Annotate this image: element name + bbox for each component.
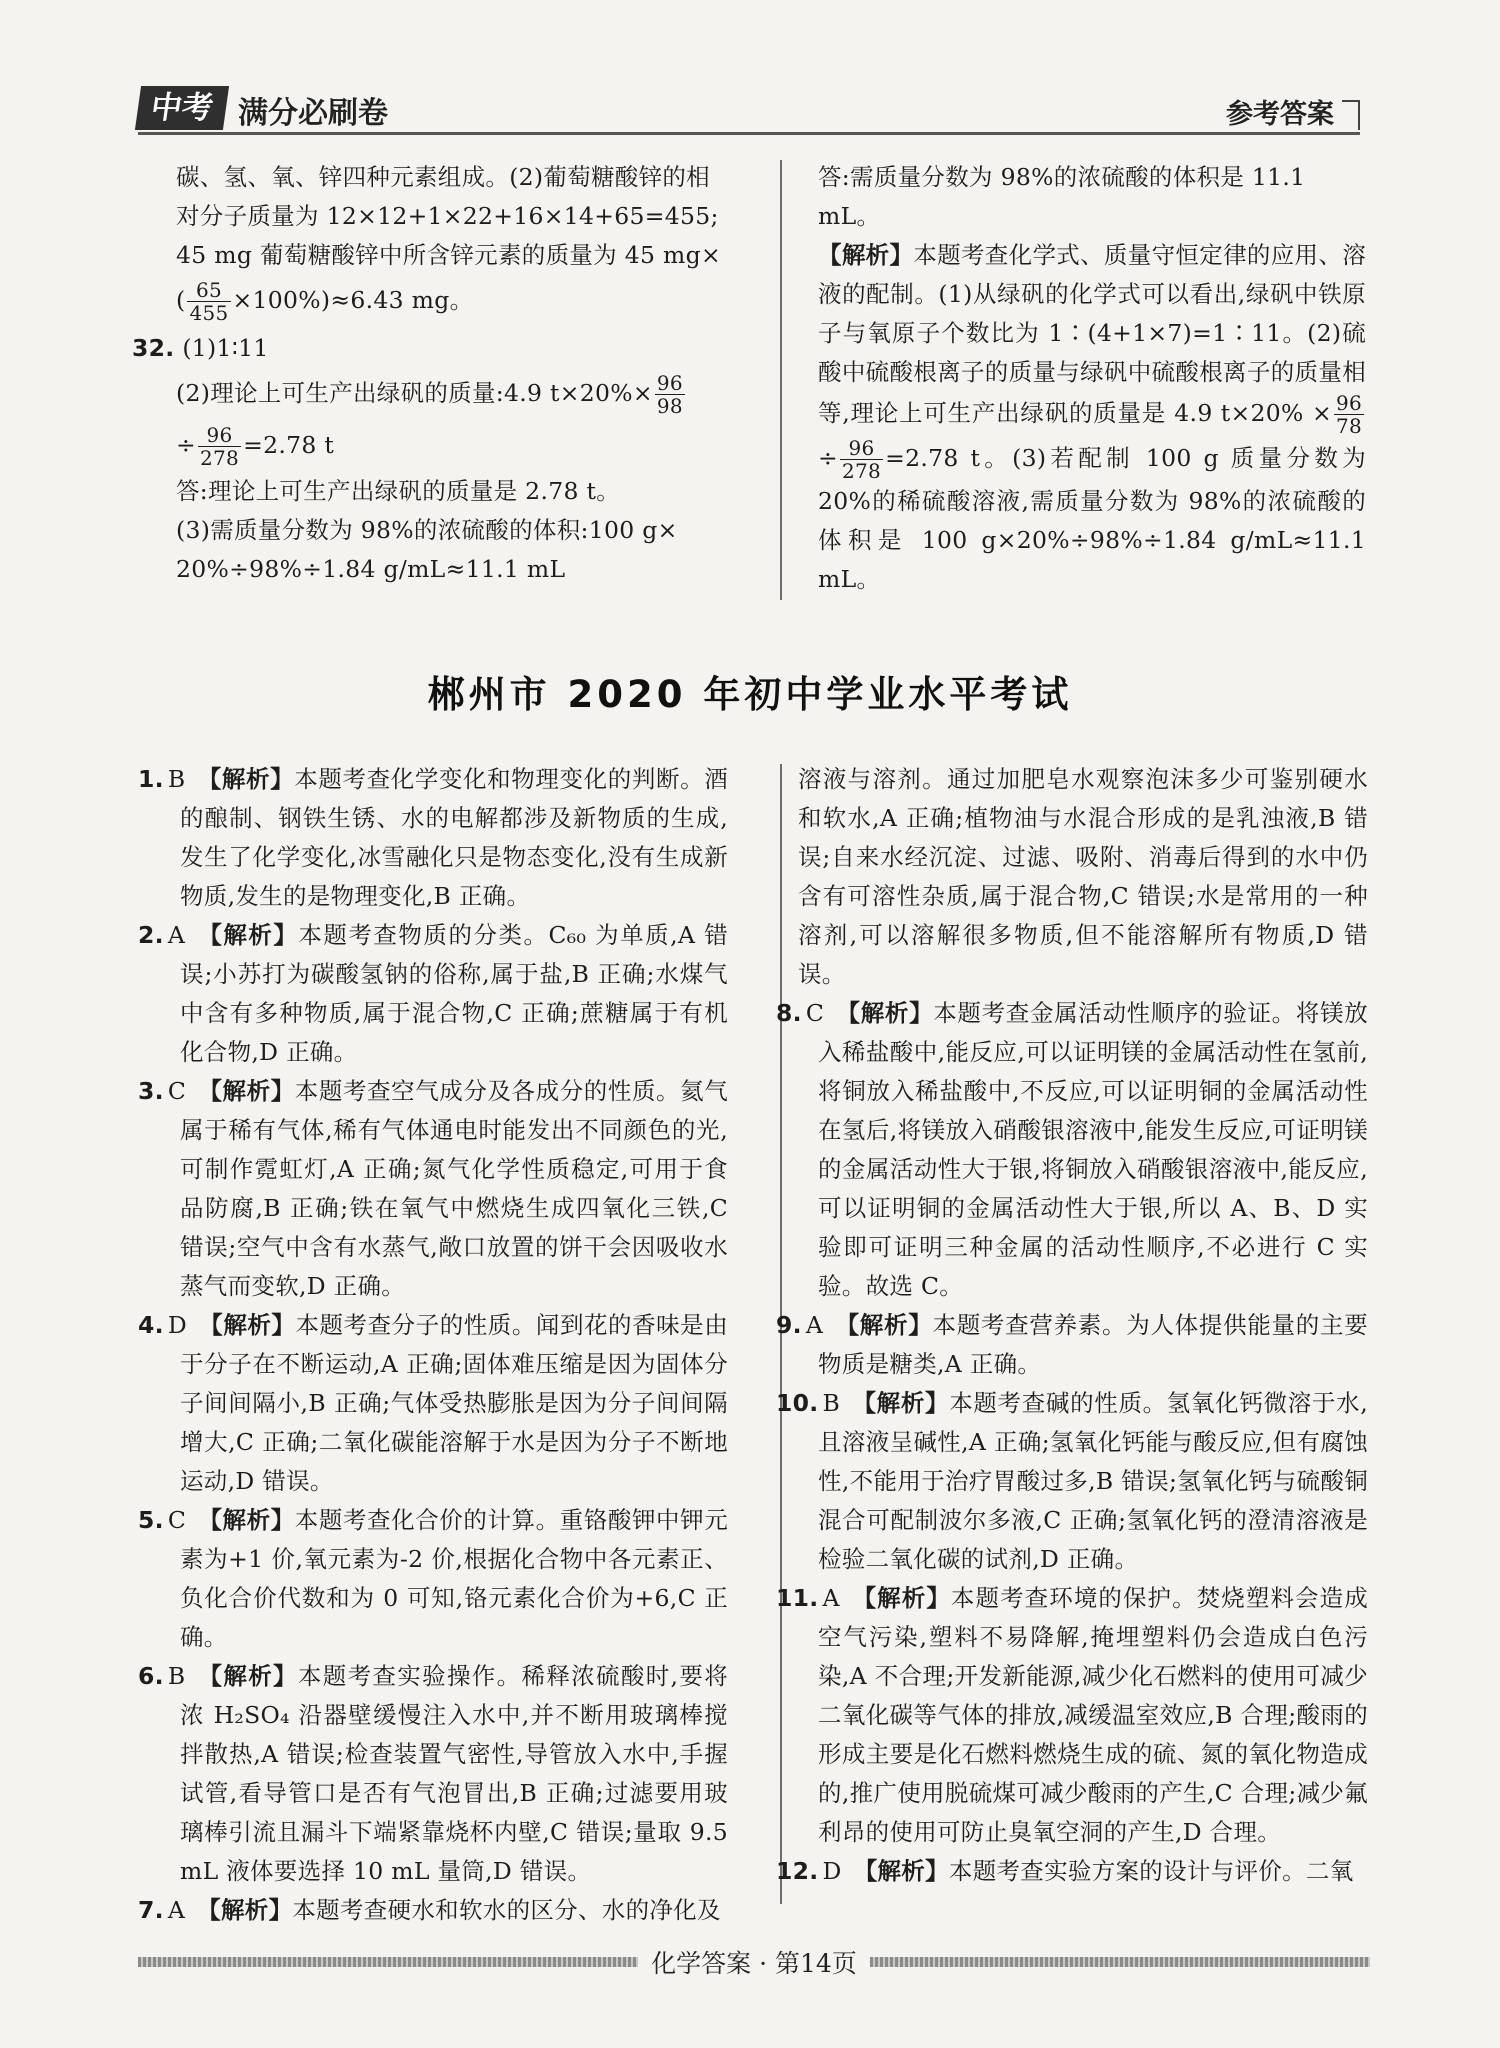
analysis-tag: 【解析】: [198, 1506, 295, 1534]
question-number: 1.: [138, 765, 164, 793]
text-line: 答:需质量分数为 98%的浓硫酸的体积是 11.1: [818, 163, 1306, 191]
text-line: 对分子质量为 12×12+1×22+16×14+65=455;: [176, 202, 719, 230]
question-number: 8.: [776, 999, 802, 1027]
analysis-text: 本题考查空气成分及各成分的性质。氦气属于稀有气体,稀有气体通电时能发出不同颜色的光,可制作霓虹灯,A 正确;氮气化学性质稳定,可用于食品防腐,B 正确;铁在氧气中燃烧生成四氧化三铁,C 错误;空气中含有水蒸气,敞口放置的饼干会因吸收水蒸气而变软,D 正确。: [180, 1077, 729, 1300]
answer-item: [138, 916, 728, 1072]
text-line: 45 mg 葡萄糖酸锌中所含锌元素的质量为 45 mg×: [176, 241, 721, 269]
analysis-text: 本题考查营养素。为人体提供能量的主要物质是糖类,A 正确。: [818, 1311, 1368, 1378]
brand-logo: 中考: [135, 86, 229, 130]
question-number: 5.: [138, 1506, 164, 1534]
analysis-tag: 【解析】: [197, 921, 299, 949]
question-number: 32.: [132, 334, 175, 362]
answer-item: [776, 1579, 1368, 1852]
column-divider: [780, 160, 782, 600]
answer-letter: C: [167, 1506, 187, 1534]
page-footer: [138, 1940, 1370, 1980]
answer-letter: A: [167, 1896, 186, 1924]
analysis-text: 本题考查实验方案的设计与评价。二氧: [948, 1857, 1354, 1885]
top-right-column: [818, 158, 1366, 599]
analysis-tag: 【解析】: [835, 1311, 933, 1339]
answer-letter: B: [167, 765, 186, 793]
text-line: (3)需质量分数为 98%的浓硫酸的体积:100 g×: [176, 516, 678, 544]
answer-letter: A: [822, 1584, 840, 1612]
fraction: $\frac{96}{98}$: [656, 371, 683, 418]
book-title: 满分必刷卷: [238, 96, 388, 131]
analysis-text: 本题考查碱的性质。氢氧化钙微溶于水,且溶液呈碱性,A 正确;氢氧化钙能与酸反应,但有腐蚀性,不能用于治疗胃酸过多,B 错误;氢氧化钙与硫酸铜混合可配制波尔多液,C 正确;氢氧化钙的澄清溶液是检验二氧化碳的试剂,D 正确。: [818, 1389, 1368, 1573]
text-line: 碳、氢、氧、锌四种元素组成。(2)葡萄糖酸锌的相: [176, 163, 710, 191]
analysis-tag: 【解析】: [853, 1857, 949, 1885]
analysis-tag: 【解析】: [836, 999, 934, 1027]
analysis-tag: 【解析】: [197, 765, 295, 793]
answer-item: [138, 760, 728, 916]
continued-text: 溶液与溶剂。通过加肥皂水观察泡沫多少可鉴别硬水和软水,A 正确;植物油与水混合形成的是乳浊液,B 错误;自来水经沉淀、过滤、吸附、消毒后得到的水中仍含有可溶性杂质,属于混合物,C 错误;水是常用的一种溶剂,可以溶解很多物质,但不能溶解所有物质,D 错误。: [798, 765, 1368, 988]
text-line: ÷ $\frac{96}{278}$ =2.78 t: [176, 423, 335, 470]
question-number: 2.: [138, 921, 164, 949]
header-rule: [138, 132, 1360, 135]
answer-item: [776, 1306, 1368, 1384]
question-number: 9.: [776, 1311, 802, 1339]
answer-item: [138, 1657, 728, 1891]
analysis-text: 本题考查环境的保护。焚烧塑料会造成空气污染,塑料不易降解,掩埋塑料仍会造成白色污染,A 不合理;开发新能源,减少化石燃料的使用可减少二氧化碳等气体的排放,减缓温室效应,B 合理;酸雨的形成主要是化石燃料燃烧生成的硫、氮的氧化物造成的,推广使用脱硫煤可减少酸雨的产生,C 合理;减少氟利昂的使用可防止臭氧空洞的产生,D 合理。: [818, 1584, 1368, 1846]
answer-item: [776, 1384, 1368, 1579]
analysis-text: 本题考查物质的分类。C₆₀ 为单质,A 错误;小苏打为碳酸氢钠的俗称,属于盐,B 正确;水煤气中含有多种物质,属于混合物,C 正确;蔗糖属于有机化合物,D 正确。: [180, 921, 728, 1066]
answers-left-column: [138, 760, 728, 1930]
section-label: 参考答案: [1226, 99, 1334, 130]
analysis-tag: 【解析】: [197, 1896, 293, 1924]
answer-part: (1)1∶11: [182, 334, 269, 362]
text-line: mL。: [818, 202, 881, 230]
corner-mark: [1342, 100, 1360, 130]
exam-title: 郴州市 2020 年初中学业水平考试: [427, 673, 1073, 716]
analysis-tag: 【解析】: [851, 1584, 951, 1612]
answer-letter: B: [167, 1662, 186, 1690]
analysis-paragraph: 【解析】本题考查化学式、质量守恒定律的应用、溶液的配制。(1)从绿矾的化学式可以看出,绿矾中铁原子与氧原子个数比为 1∶(4+1×7)=1∶11。(2)硫酸中硫酸根离子的质量与绿矾中硫酸根离子的质量相等,理论上可生产出绿矾的质量是 4.9 t×20% × $\frac{96}{78}$ ÷ $\frac{96}{278}$ =2.78 t。(3)若配制 100 g 质量分数为 20%的稀硫酸溶液,需质量分数为 98%的浓硫酸的体积是 100 g×20%÷98%÷1.84 g/mL≈11.1 mL。: [818, 241, 1366, 593]
question-32: [132, 329, 722, 368]
question-number: 7.: [138, 1896, 164, 1924]
page-header: [138, 82, 1360, 134]
text-line: 20%÷98%÷1.84 g/mL≈11.1 mL: [176, 555, 566, 583]
page-number: 化学答案 · 第14页: [138, 1944, 1370, 1980]
answer-line: 答:理论上可生产出绿矾的质量是 2.78 t。: [176, 477, 621, 505]
text-line: ( $\frac{65}{455}$ ×100%)≈6.43 mg。: [176, 278, 474, 325]
analysis-text: 本题考查分子的性质。闻到花的香味是由于分子在不断运动,A 正确;固体难压缩是因为固体分子间间隔小,B 正确;气体受热膨胀是因为分子间间隔增大,C 正确;二氧化碳能溶解于水是因为分子不断地运动,D 错误。: [180, 1311, 728, 1495]
answer-item: [138, 1072, 728, 1306]
answer-letter: D: [822, 1857, 842, 1885]
question-number: 11.: [776, 1584, 819, 1612]
analysis-text: 本题考查硬水和软水的区分、水的净化及: [292, 1896, 721, 1924]
analysis-text: 本题考查实验操作。稀释浓硫酸时,要将浓 H₂SO₄ 沿器壁缓慢注入水中,并不断用玻璃棒搅拌散热,A 错误;检查装置气密性,导管放入水中,手握试管,看导管口是否有气泡冒出,B 正确;过滤要用玻璃棒引流且漏斗下端紧靠烧杯内壁,C 错误;量取 9.5 mL 液体要选择 10 mL 量筒,D 错误。: [180, 1662, 728, 1885]
analysis-tag: 【解析】: [198, 1077, 295, 1105]
top-left-column: [132, 158, 722, 589]
analysis-tag: 【解析】: [197, 1662, 298, 1690]
question-number: 10.: [776, 1389, 819, 1417]
answers-right-column: [776, 760, 1368, 1891]
analysis-text: 本题考查化合价的计算。重铬酸钾中钾元素为+1 价,氧元素为-2 价,根据化合物中各元素正、负化合价代数和为 0 可知,铬元素化合价为+6,C 正确。: [180, 1506, 729, 1651]
question-number: 3.: [138, 1077, 164, 1105]
fraction: $\frac{65}{455}$: [189, 278, 229, 325]
question-number: 6.: [138, 1662, 164, 1690]
fraction: $\frac{96}{278}$: [200, 423, 240, 470]
answer-letter: D: [167, 1311, 188, 1339]
answer-letter: A: [167, 921, 186, 949]
analysis-tag: 【解析】: [199, 1311, 296, 1339]
answer-item: [776, 994, 1368, 1306]
answer-letter: C: [805, 999, 825, 1027]
answer-item: [138, 1306, 728, 1501]
analysis-text: 本题考查化学变化和物理变化的判断。酒的酿制、钢铁生锈、水的电解都涉及新物质的生成,发生了化学变化,冰雪融化只是物态变化,没有生成新物质,发生的是物理变化,B 正确。: [180, 765, 728, 910]
question-number: 12.: [776, 1857, 819, 1885]
answer-letter: B: [822, 1389, 841, 1417]
answer-item: [138, 1501, 728, 1657]
question-number: 4.: [138, 1311, 164, 1339]
fraction: $\frac{96}{278}$: [842, 436, 882, 483]
analysis-tag: 【解析】: [852, 1389, 950, 1417]
fraction: $\frac{96}{78}$: [1335, 391, 1362, 438]
analysis-text: 本题考查金属活动性顺序的验证。将镁放入稀盐酸中,能反应,可以证明镁的金属活动性在氢前,将铜放入稀盐酸中,不反应,可以证明铜的金属活动性在氢后,将镁放入硝酸银溶液中,能发生反应,可证明镁的金属活动性大于银,将铜放入硝酸银溶液中,能反应,可以证明铜的金属活动性大于银,所以 A、B、D 实验即可证明三种金属的活动性顺序,不必进行 C 实验。故选 C。: [818, 999, 1369, 1300]
answer-item: [776, 1852, 1368, 1891]
answer-letter: C: [167, 1077, 187, 1105]
answer-letter: A: [805, 1311, 824, 1339]
text-line: (2)理论上可生产出绿矾的质量:4.9 t×20%× $\frac{96}{98}$: [176, 371, 683, 418]
analysis-tag: 【解析】: [818, 241, 914, 269]
answer-item: [138, 1891, 728, 1930]
